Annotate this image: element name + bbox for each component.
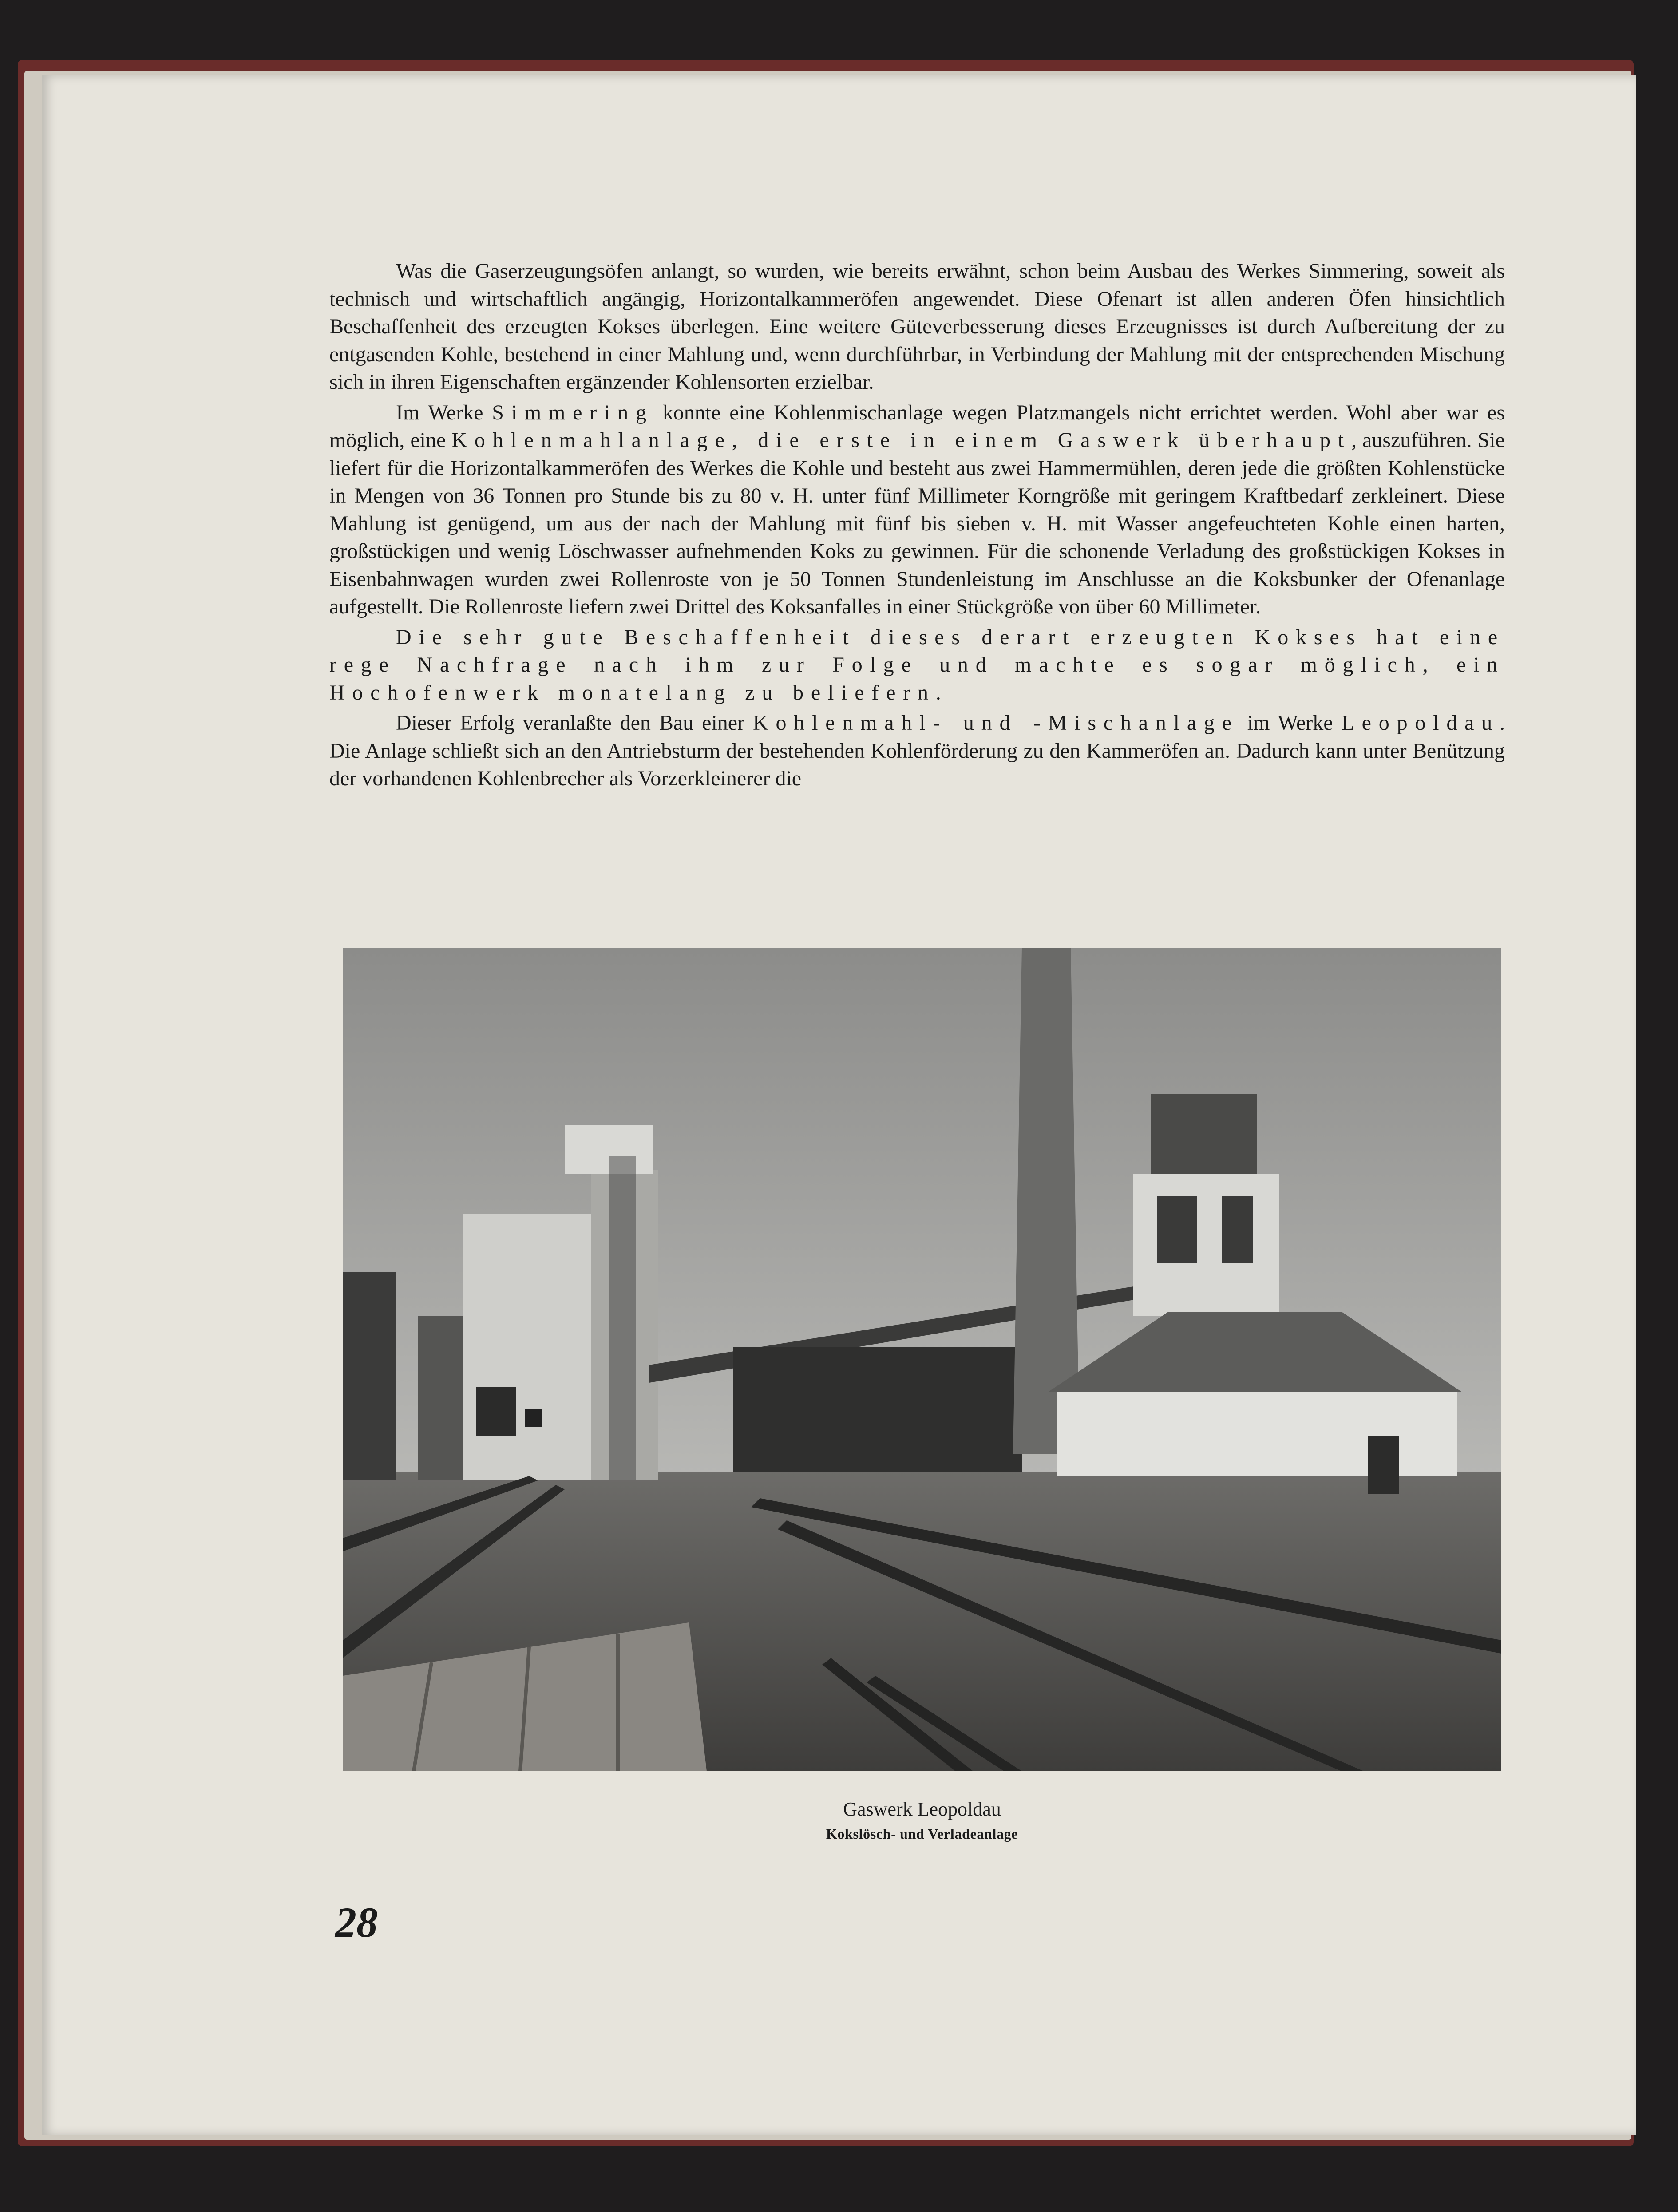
text-run: Was die Gaserzeugungsöfen anlangt, so wurden, wie bereits erwähnt, schon beim Ausbau des Werkes Simmering, soweit als technisch und wirtschaftlich angängig, Horizontalkammeröfen angewendet. Diese Ofenart ist allen anderen Öfen hinsichtlich Beschaffenheit des erzeugten Kokses überlegen. Eine weitere Güteverbesserung dieses Erzeugnisses ist durch Aufbereitung der zu entgasenden Kohle, bestehend in einer Mahlung und, wenn durchführbar, in Verbindung der Mahlung mit der entsprechenden Mischung sich in ihren Eigenschaften ergänzender Kohlensorten erzielbar. bbox=[329, 259, 1505, 394]
text-run: , auszuführen. Sie liefert für die Horizontalkammeröfen des Werkes die Kohle und besteht aus zwei Hammermühlen, deren jede die größten Kohlenstücke in Mengen von 36 Tonnen pro Stunde bis zu 80 v. H. unter fünf Millimeter Korngröße mit geringem Kraftbedarf zerkleinert. Diese Mahlung ist genügend, um aus der nach der Mahlung mit fünf bis sieben v. H. mit Wasser angefeuchteten Kohle einen harten, großstückigen und wenig Löschwasser aufnehmenden Koks zu gewinnen. Für die schonende Verladung des großstückigen Kokses in Eisenbahnwagen wurden zwei Rollenroste von je 50 Tonnen Stundenleistung im Anschlusse an die Koksbunker der Ofenanlage aufgestellt. Die Rollenroste liefern zwei Drittel des Koksanfalles in einer Stückgröße von über 60 Millimeter. bbox=[329, 428, 1505, 618]
spaced-emphasis: Kohlenmahlanlage, die erste in einem Gaswerk überhaupt bbox=[451, 428, 1351, 452]
text-run: konnte eine Kohlenmischanlage wegen Platzmangels nicht errichtet werden. Wohl aber war es möglich, eine bbox=[329, 400, 1505, 452]
industrial-photo bbox=[343, 948, 1501, 1771]
photo-gasworks-illustration bbox=[343, 948, 1501, 1771]
text-run: im Werke bbox=[1239, 711, 1342, 735]
text-run: Dieser Erfolg veranlaßte den Bau einer bbox=[396, 711, 753, 735]
spaced-emphasis: Simmering bbox=[492, 400, 654, 424]
paragraph bbox=[329, 257, 1505, 396]
paragraph bbox=[329, 624, 1505, 707]
body-text bbox=[329, 257, 1505, 795]
spaced-emphasis: Leopoldau bbox=[1341, 711, 1500, 735]
page-number: 28 bbox=[335, 1899, 378, 1946]
text-run: Im Werke bbox=[396, 400, 492, 424]
paragraph bbox=[329, 399, 1505, 621]
book-page bbox=[42, 75, 1636, 2135]
paragraph bbox=[329, 709, 1505, 793]
figure-subcaption: Kokslösch- und Verladeanlage bbox=[826, 1826, 1018, 1842]
figure-caption: Gaswerk Leopoldau bbox=[843, 1798, 1001, 1820]
text-run: . Die Anlage schließt sich an den Antriebsturm der bestehenden Kohlenförderung zu den Kammeröfen an. Dadurch kann unter Benützung der vorhandenen Kohlenbrecher als Vorzerkleinerer die bbox=[329, 711, 1505, 790]
spaced-emphasis: Die sehr gute Beschaffenheit dieses derart erzeugten Kokses hat eine rege Nachfrage nach ihm zur Folge und machte es sogar möglich, ein Hochofenwerk monatelang zu beliefern. bbox=[329, 625, 1505, 704]
spaced-emphasis: Kohlenmahl- und -Mischanlage bbox=[753, 711, 1239, 735]
